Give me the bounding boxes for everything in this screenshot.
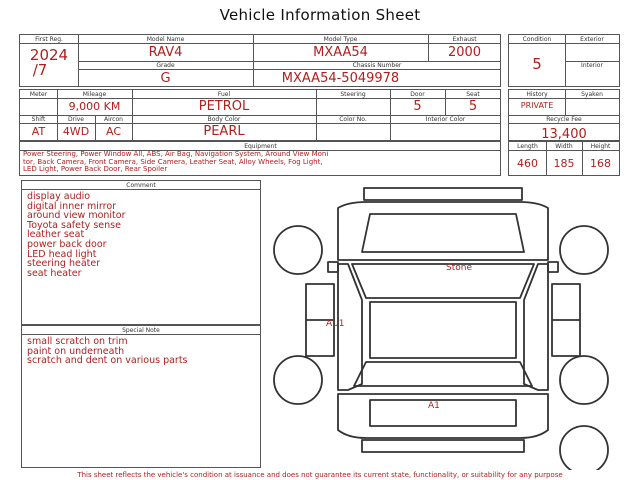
special-note-label: Special Note	[122, 327, 160, 334]
vehicle-info-block-mid	[19, 89, 501, 141]
damage-mark-a1: A1	[428, 401, 440, 411]
interior-color-label: Interior Color	[425, 116, 466, 123]
wheel-rear-right	[560, 356, 608, 404]
condition-block	[508, 34, 620, 87]
length-value: 460	[517, 157, 538, 170]
fuel-label: Fuel	[217, 91, 231, 98]
equipment-line: Power Steering, Power Window All, ABS, Air Bag, Navigation System, Around View Moni	[23, 150, 329, 158]
seat-label: Seat	[466, 91, 480, 98]
comment-item: seat heater	[27, 267, 82, 279]
body-color-value: PEARL	[203, 124, 245, 139]
car-damage-diagram	[266, 180, 620, 470]
wheel-front-right	[560, 226, 608, 274]
fuel-value: PETROL	[198, 99, 250, 114]
special-note-item: scratch and dent on various parts	[27, 355, 188, 367]
disclaimer-footer: This sheet reflects the vehicle's condition at issuance and does not guarantee its current state, functionality, or suitability for any purpose	[77, 471, 563, 479]
chassis-value: MXAA54-5049978	[281, 71, 400, 86]
exhaust-value: 2000	[447, 45, 482, 60]
height-value: 168	[590, 157, 611, 170]
length-label: Length	[517, 143, 538, 150]
history-value: PRIVATE	[520, 101, 554, 110]
model-type-value: MXAA54	[313, 45, 368, 60]
chassis-label: Chassis Number	[352, 62, 402, 69]
steering-label: Steering	[340, 91, 366, 98]
first-reg-month: /7	[32, 61, 48, 79]
comment-block	[21, 180, 261, 325]
damage-mark-stone: Stone	[446, 263, 472, 273]
special-note-item: paint on underneath	[27, 345, 125, 357]
door-label: Door	[410, 91, 425, 98]
comment-item: leather seat	[27, 229, 85, 241]
first-reg-label: First Reg.	[35, 36, 63, 43]
dimensions-block	[508, 141, 620, 176]
mileage-value: 9,000 KM	[68, 100, 121, 113]
history-label: History	[526, 91, 548, 98]
condition-value: 5	[532, 55, 542, 73]
comment-item: digital inner mirror	[27, 200, 117, 212]
comment-item: steering heater	[27, 258, 101, 270]
door-value: 5	[413, 99, 422, 114]
drive-value: 4WD	[62, 125, 90, 138]
color-no-label: Color No.	[339, 116, 367, 123]
equipment-label: Equipment	[244, 143, 277, 150]
aircon-value: AC	[105, 125, 121, 138]
interior-label: Interior	[581, 62, 603, 69]
special-note-item: small scratch on trim	[27, 336, 128, 347]
exterior-label: Exterior	[580, 36, 604, 43]
recycle-value: 13,400	[541, 127, 587, 142]
special-note-block	[21, 325, 261, 468]
equipment-line: LED Light, Power Back Door, Rear Spoiler	[23, 165, 168, 174]
comment-list	[27, 192, 257, 278]
recycle-label: Recycle Fee	[546, 116, 582, 123]
comment-item: display audio	[27, 191, 91, 202]
comment-item: power back door	[27, 238, 107, 250]
width-value: 185	[553, 157, 575, 170]
model-name-value: RAV4	[148, 45, 183, 60]
wheel-spare	[560, 426, 608, 470]
shift-value: AT	[31, 125, 46, 138]
shift-label: Shift	[31, 116, 46, 123]
comment-item: around view monitor	[27, 210, 126, 222]
seat-value: 5	[468, 99, 478, 114]
meter-label: Meter	[29, 91, 48, 98]
first-reg-year: 2024	[29, 46, 69, 64]
height-label: Height	[590, 143, 611, 150]
comment-item: LED head light	[27, 248, 97, 260]
grade-value: G	[160, 71, 171, 86]
special-note-list	[27, 337, 257, 366]
width-label: Width	[555, 143, 573, 150]
sheet-title: Vehicle Information Sheet	[219, 6, 421, 24]
equipment-text	[23, 151, 499, 174]
equipment-line: tor, Back Camera, Front Camera, Side Camera, Leather Seat, Alloy Wheels, Fog Light,	[23, 157, 323, 166]
syaken-label: Syaken	[581, 91, 603, 98]
mileage-label: Mileage	[82, 91, 107, 98]
equipment-block	[19, 141, 501, 176]
grade-label: Grade	[156, 62, 175, 69]
comment-label: Comment	[126, 182, 156, 189]
drive-label: Drive	[68, 116, 84, 123]
wheel-front-left	[274, 226, 322, 274]
condition-label: Condition	[522, 36, 552, 43]
aircon-label: Aircon	[104, 116, 123, 123]
comment-item: Toyota safety sense	[27, 219, 121, 231]
model-name-label: Model Name	[146, 36, 185, 43]
model-type-label: Model Type	[323, 36, 358, 43]
exhaust-label: Exhaust	[452, 36, 477, 43]
vehicle-info-block-top	[19, 34, 501, 87]
damage-mark-au1: AU1	[326, 319, 345, 329]
wheel-rear-left	[274, 356, 322, 404]
history-block	[508, 89, 620, 141]
body-color-label: Body Color	[207, 116, 241, 123]
